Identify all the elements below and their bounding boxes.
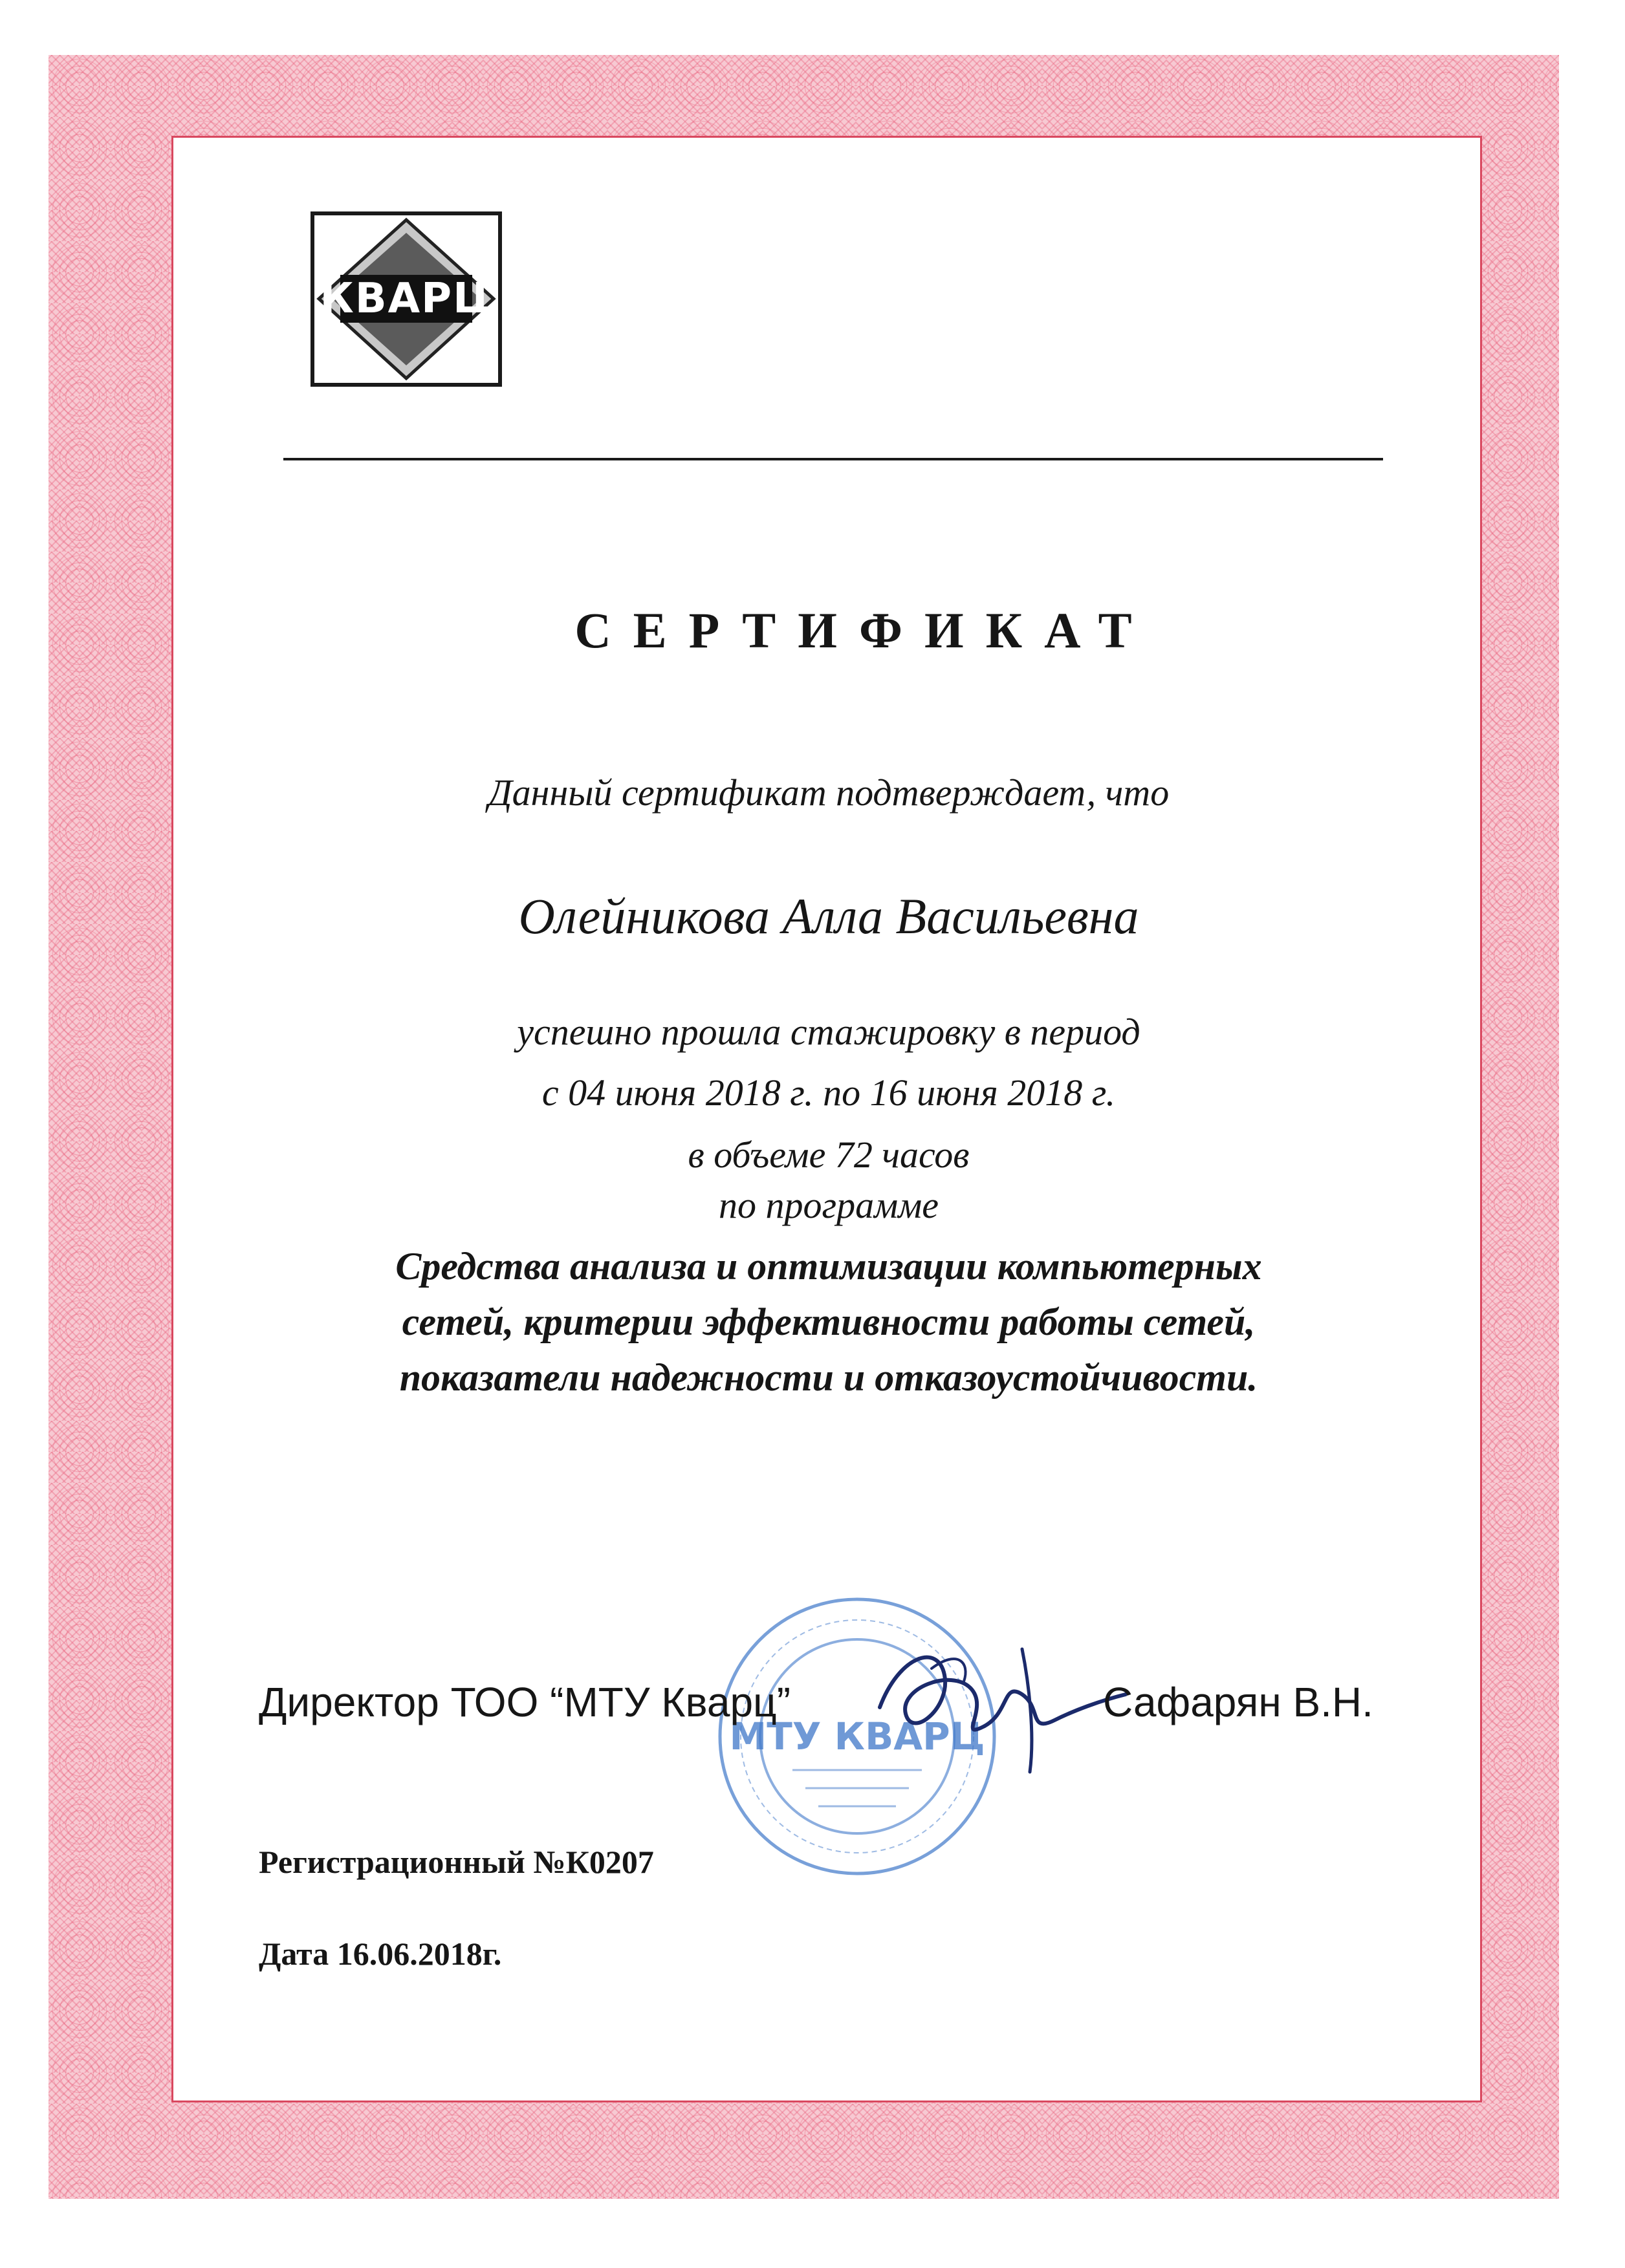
program-title <box>0 1238 1625 1405</box>
header-divider <box>283 458 1383 460</box>
program-line-2: сетей, критерии эффективности работы сетей, <box>402 1301 1256 1343</box>
period-line: с 04 июня 2018 г. по 16 июня 2018 г. <box>541 1072 1116 1114</box>
certificate-title: СЕРТИФИКАТ <box>574 602 1154 658</box>
signer-name: Сафарян В.Н. <box>1103 1679 1373 1725</box>
handwritten-signature <box>860 1630 1132 1778</box>
recipient-name: Олейникова Алла Васильевна <box>518 888 1139 944</box>
kvarts-logo <box>309 210 503 388</box>
program-line-1: Средства анализа и оптимизации компьютерных <box>395 1245 1262 1288</box>
logo-text: КВАРЦ <box>320 275 493 323</box>
completion-line: успешно прошла стажировку в период <box>517 1011 1140 1053</box>
program-intro-line: по программе <box>719 1184 939 1226</box>
intro-text: Данный сертификат подтверждает, что <box>488 772 1170 814</box>
registration-number: Регистрационный №К0207 <box>259 1844 654 1880</box>
director-title: Директор ТОО “МТУ Кварц” <box>259 1679 791 1725</box>
stamp-text: МТУ КВАРЦ <box>729 1714 985 1758</box>
program-line-3: показатели надежности и отказоустойчивости. <box>399 1356 1258 1399</box>
hours-line: в объеме 72 часов <box>688 1134 970 1176</box>
issue-date: Дата 16.06.2018г. <box>259 1936 502 1972</box>
